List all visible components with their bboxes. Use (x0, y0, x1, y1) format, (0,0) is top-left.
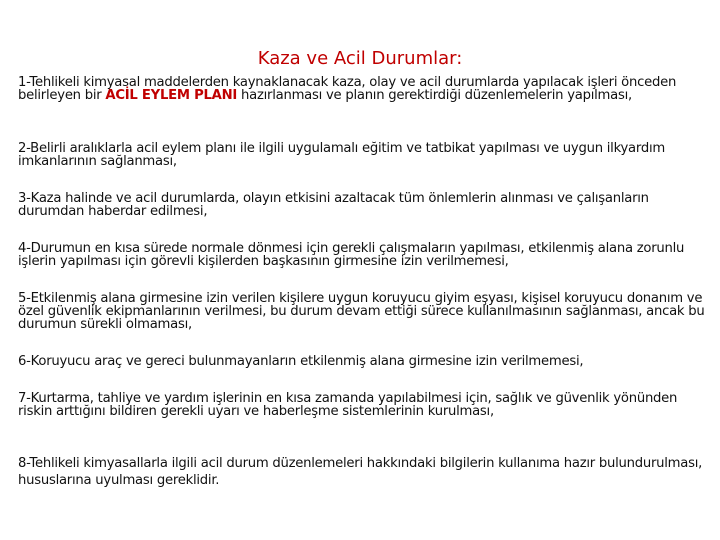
list-item-3: 3-Kaza halinde ve acil durumlarda, olayın etkisini azaltacak tüm önlemlerin alınması ve çalışanların durumdan haberdar edilmesi, (18, 191, 649, 219)
list-item-5: 5-Etkilenmiş alana girmesine izin verilen kişilere uygun koruyucu giyim eşyası, kişisel koruyucu donanım ve özel güvenlik ekipmanlarının verilmesi, bu durum devam ettiği sürece kullanılmasının sağlanması, ancak bu durumun sürekli olmaması, (18, 291, 705, 332)
item-8-text: 8-Tehlikeli kimyasallarla ilgili acil durum düzenlemeleri hakkındaki bilgilerin kullanıma hazır bulundurulması, (18, 456, 703, 471)
list-item-1 (18, 76, 714, 102)
item-1-text-start: 1-Tehlikeli kimyasal maddelerden kaynaklanacak kaza, olay ve acil durumlarda yapılacak işleri önceden belirleyen bir (18, 75, 677, 103)
slide-title: Kaza ve Acil Durumlar: (257, 48, 463, 69)
list-item-4: 4-Durumun en kısa sürede normale dönmesi için gerekli çalışmaların yapılması, etkilenmiş alana zorunlu işlerin yapılması için görevli kişilerden başkasının girmesine izin verilmemesi, (18, 241, 685, 269)
list-item-7: 7-Kurtarma, tahliye ve yardım işlerinin en kısa zamanda yapılabilmesi için, sağlık ve güvenlik yönünden riskin arttığını bildiren gerekli uyarı ve haberleşme sistemlerinin kurulması, (18, 391, 678, 419)
closing-text: hususlarına uyulması gereklidir. (18, 473, 220, 488)
list-item-8 (18, 457, 702, 487)
list-item-6: 6-Koruyucu araç ve gereci bulunmayanların etkilenmiş alana girmesine izin verilmemesi, (18, 354, 584, 369)
item-1-text-end: hazırlanması ve planın gerektirdiği düzenlemelerin yapılması, (237, 88, 632, 103)
item-1-emphasis: ACİL EYLEM PLANI (105, 88, 238, 103)
list-item-2: 2-Belirli aralıklarla acil eylem planı ile ilgili uygulamalı eğitim ve tatbikat yapılması ve uygun ilkyardım imkanlarının sağlanması, (18, 141, 665, 169)
